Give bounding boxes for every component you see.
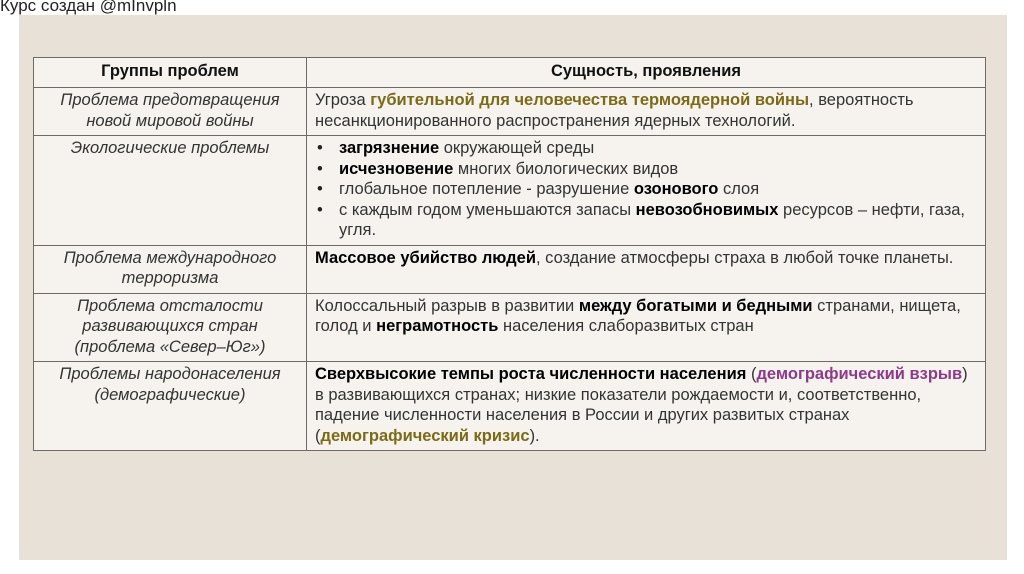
table-row — [34, 245, 986, 293]
text-segment: ) в развивающихся странах; низкие показатели рождаемости и, соответственно, падение численности населения в России и других развитых странах ( — [315, 365, 968, 445]
essence-cell — [307, 88, 986, 136]
essence-cell — [307, 136, 986, 246]
essence-cell — [307, 245, 986, 293]
watermark: Курс создан @mInvpln — [0, 0, 177, 15]
group-cell: Экологические проблемы — [34, 136, 307, 246]
bullet-item — [315, 159, 977, 180]
table-header-row — [34, 58, 986, 88]
problems-table — [33, 57, 986, 451]
highlight-text: губительной для человечества термоядерной войны — [370, 91, 810, 109]
text-segment: ). — [529, 426, 540, 445]
text-segment: с каждым годом уменьшаются запасы — [339, 200, 636, 219]
essence-cell — [307, 362, 986, 451]
text-segment: многих биологических видов — [453, 159, 679, 178]
bold-text: невозобновимых — [635, 200, 779, 219]
text-segment: Угроза — [315, 91, 371, 109]
table-row — [34, 88, 986, 136]
header-groups: Группы проблем — [34, 58, 307, 88]
text-segment: ( — [746, 365, 757, 383]
header-essence: Сущность, проявления — [307, 58, 986, 88]
bullet-list — [315, 138, 977, 241]
text-segment: слоя — [718, 180, 760, 198]
bullet-item — [315, 200, 977, 241]
bold-text: неграмотность — [376, 317, 499, 335]
bold-text: Сверхвысокие темпы роста численности населения — [315, 365, 747, 383]
table-row — [34, 293, 986, 362]
text-segment: , вероятность несанкционированного распространения ядерных технологий. — [315, 91, 914, 130]
text-segment: странами, нищета, голод и — [315, 296, 961, 335]
text-segment: ресурсов – нефти, газа, угля. — [339, 200, 966, 239]
group-cell: Проблемы народонаселения (демографические) — [34, 362, 307, 451]
highlight-text: демографический кризис — [320, 426, 530, 445]
bold-text: загрязнение — [339, 139, 440, 157]
highlight-text: демографический взрыв — [756, 365, 963, 383]
text-segment: окружающей среды — [439, 139, 595, 157]
text-segment: , создание атмосферы страха в любой точке планеты. — [535, 248, 954, 267]
essence-cell — [307, 293, 986, 362]
bold-text: озонового — [633, 180, 719, 198]
group-cell: Проблема отсталости развивающихся стран (проблема «Север–Юг») — [34, 293, 307, 362]
group-cell: Проблема международного терроризма — [34, 245, 307, 293]
text-segment: глобальное потепление - разрушение — [339, 180, 634, 198]
bold-text: между богатыми и бедными — [578, 296, 813, 315]
text-segment: населения слаборазвитых стран — [498, 317, 754, 335]
bold-text: исчезновение — [339, 159, 454, 178]
bold-text: Массовое убийство людей — [315, 248, 536, 267]
group-cell: Проблема предотвращения новой мировой войны — [34, 88, 307, 136]
table-row — [34, 362, 986, 451]
table-row — [34, 136, 986, 246]
bullet-item — [315, 138, 977, 159]
text-segment: Колоссальный разрыв в развитии — [315, 296, 579, 315]
slide — [19, 15, 1007, 560]
bullet-item — [315, 179, 977, 200]
